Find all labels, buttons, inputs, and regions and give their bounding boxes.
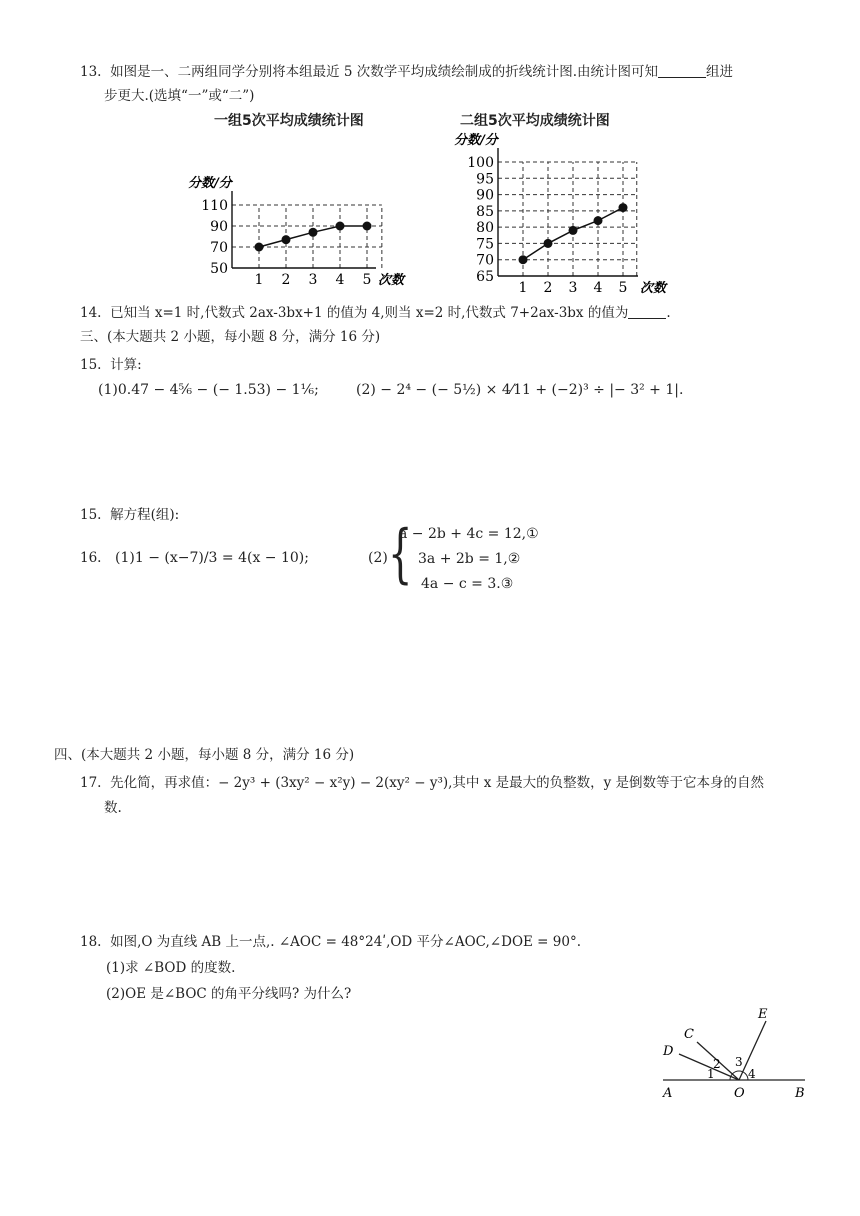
chart2-x-axis-label: 次数 (640, 281, 667, 296)
q14-answer-blank[interactable] (628, 304, 666, 319)
q16-number: 16. (80, 550, 102, 566)
q18-sub1: (1)求 ∠BOD 的度数. (106, 960, 236, 976)
chart2-ytick-label: 100 (467, 155, 494, 171)
q13-text-end: 组进 (706, 64, 734, 80)
chart2-xtick-label: 2 (543, 280, 553, 296)
chart1-xtick-label: 5 (362, 272, 372, 288)
q15b-number: 15. (80, 507, 102, 523)
q18-line1 (80, 932, 581, 952)
q15a-number: 15. (80, 357, 102, 373)
chart1-xtick-label: 3 (308, 272, 318, 288)
chart1-xtick-label: 2 (281, 272, 291, 288)
section3-heading: 三、(本大题共 2 小题，每小题 8 分，满分 16 分) (80, 329, 381, 345)
label-b: B (795, 1086, 805, 1101)
label-e: E (758, 1007, 768, 1022)
chart2-ytick-label: 90 (476, 187, 494, 204)
label-o: O (734, 1086, 745, 1101)
q13-line1 (80, 62, 733, 82)
q13-line2: 步更大.(选填“一”或“二”) (104, 88, 255, 104)
chart-group1 (190, 160, 420, 290)
chart1-data-point (255, 243, 264, 252)
chart1-data-point (282, 235, 291, 244)
q16-part2-label: (2) (368, 550, 388, 566)
q15a-part1: (1)0.47 − 4⅚ − (− 1.53) − 1⅙; (98, 382, 319, 398)
chart1-data-point (309, 228, 318, 237)
q16-eq1: a − 2b + 4c = 12,① (399, 526, 539, 542)
chart1-data-point (336, 222, 345, 231)
chart1-xtick-label: 1 (254, 272, 264, 288)
chart1-title: 一组5次平均成绩统计图 (214, 113, 364, 129)
q14-number: 14. (80, 305, 102, 321)
q15a-part2: (2) − 2⁴ − (− 5½) × 4⁄11 + (−2)³ ÷ |− 3² + 1|. (356, 382, 684, 398)
q15a-title-text: 计算: (110, 357, 142, 373)
chart2-ytick-label: 85 (476, 203, 494, 220)
chart1-data-point (363, 222, 372, 231)
chart2-xtick-label: 3 (568, 280, 578, 296)
chart2-ytick-label: 65 (476, 269, 494, 285)
q13-number: 13. (80, 64, 102, 80)
q16-eq3: 4a − c = 3.③ (421, 576, 514, 592)
q13-text: 如图是一、二两组同学分别将本组最近 5 次数学平均成绩绘制成的折线统计图.由统计图可知 (110, 64, 659, 80)
q17-number: 17. (80, 775, 102, 791)
angle-label-2: 2 (713, 1057, 721, 1071)
label-c: C (684, 1027, 694, 1042)
chart2-ytick-label: 95 (476, 171, 494, 188)
q17-line2: 数. (104, 800, 122, 816)
angle-figure (655, 1000, 825, 1105)
chart2-xtick-label: 4 (593, 280, 603, 296)
chart1-ytick-label: 50 (210, 261, 228, 277)
chart2-title: 二组5次平均成绩统计图 (460, 113, 610, 129)
q14 (80, 303, 671, 323)
angle-label-3: 3 (735, 1055, 743, 1069)
q14-text: 已知当 x=1 时,代数式 2ax-3bx+1 的值为 4,则当 x=2 时,代数式 7+2ax-3bx 的值为 (110, 305, 629, 321)
q16-part1: (1)1 − (x−7)/3 = 4(x − 10); (115, 550, 309, 566)
chart2-data-point (594, 216, 603, 225)
section4-heading: 四、(本大题共 2 小题，每小题 8 分，满分 16 分) (54, 747, 355, 763)
angle-label-1: 1 (707, 1067, 715, 1081)
q18-sub2: (2)OE 是∠BOC 的角平分线吗? 为什么? (106, 986, 352, 1002)
chart2-ytick-label: 80 (476, 220, 494, 237)
chart2-ytick-label: 70 (476, 252, 494, 269)
chart2-y-axis-label: 分数/分 (454, 133, 498, 148)
q13-answer-blank[interactable] (658, 63, 706, 78)
q16-system-brace: { (388, 517, 413, 591)
chart2-data-point (544, 239, 553, 248)
chart-group2 (454, 128, 680, 296)
chart1-ytick-label: 90 (210, 219, 228, 235)
chart1-x-axis-label: 次数 (378, 273, 405, 288)
q15b-title (80, 505, 179, 525)
q18-number: 18. (80, 934, 102, 950)
angle-label-4: 4 (748, 1067, 756, 1081)
chart1-ytick-label: 110 (201, 198, 228, 214)
q17-text: 先化简，再求值：− 2y³ + (3xy² − x²y) − 2(xy² − y³),其中 x 是最大的负整数，y 是倒数等于它本身的自然 (110, 775, 765, 791)
q18-text: 如图,O 为直线 AB 上一点,. ∠AOC = 48°24ʹ,OD 平分∠AOC,∠DOE = 90°. (110, 934, 581, 950)
q16-eq2: 3a + 2b = 1,② (418, 551, 521, 567)
label-d: D (663, 1044, 674, 1059)
q17-line1 (80, 773, 764, 793)
chart2-data-point (619, 203, 628, 212)
chart2-xtick-label: 1 (518, 280, 528, 296)
chart1-xtick-label: 4 (335, 272, 345, 288)
label-a: A (663, 1086, 673, 1101)
chart1-ytick-label: 70 (210, 240, 228, 256)
chart2-xtick-label: 5 (618, 280, 628, 296)
chart2-data-point (519, 255, 528, 264)
q15b-title-text: 解方程(组): (110, 507, 180, 523)
q14-end: . (666, 305, 671, 321)
chart1-y-axis-label: 分数/分 (188, 176, 232, 191)
chart2-ytick-label: 75 (476, 236, 494, 253)
q15a-title (80, 355, 142, 375)
chart2-data-point (569, 226, 578, 235)
